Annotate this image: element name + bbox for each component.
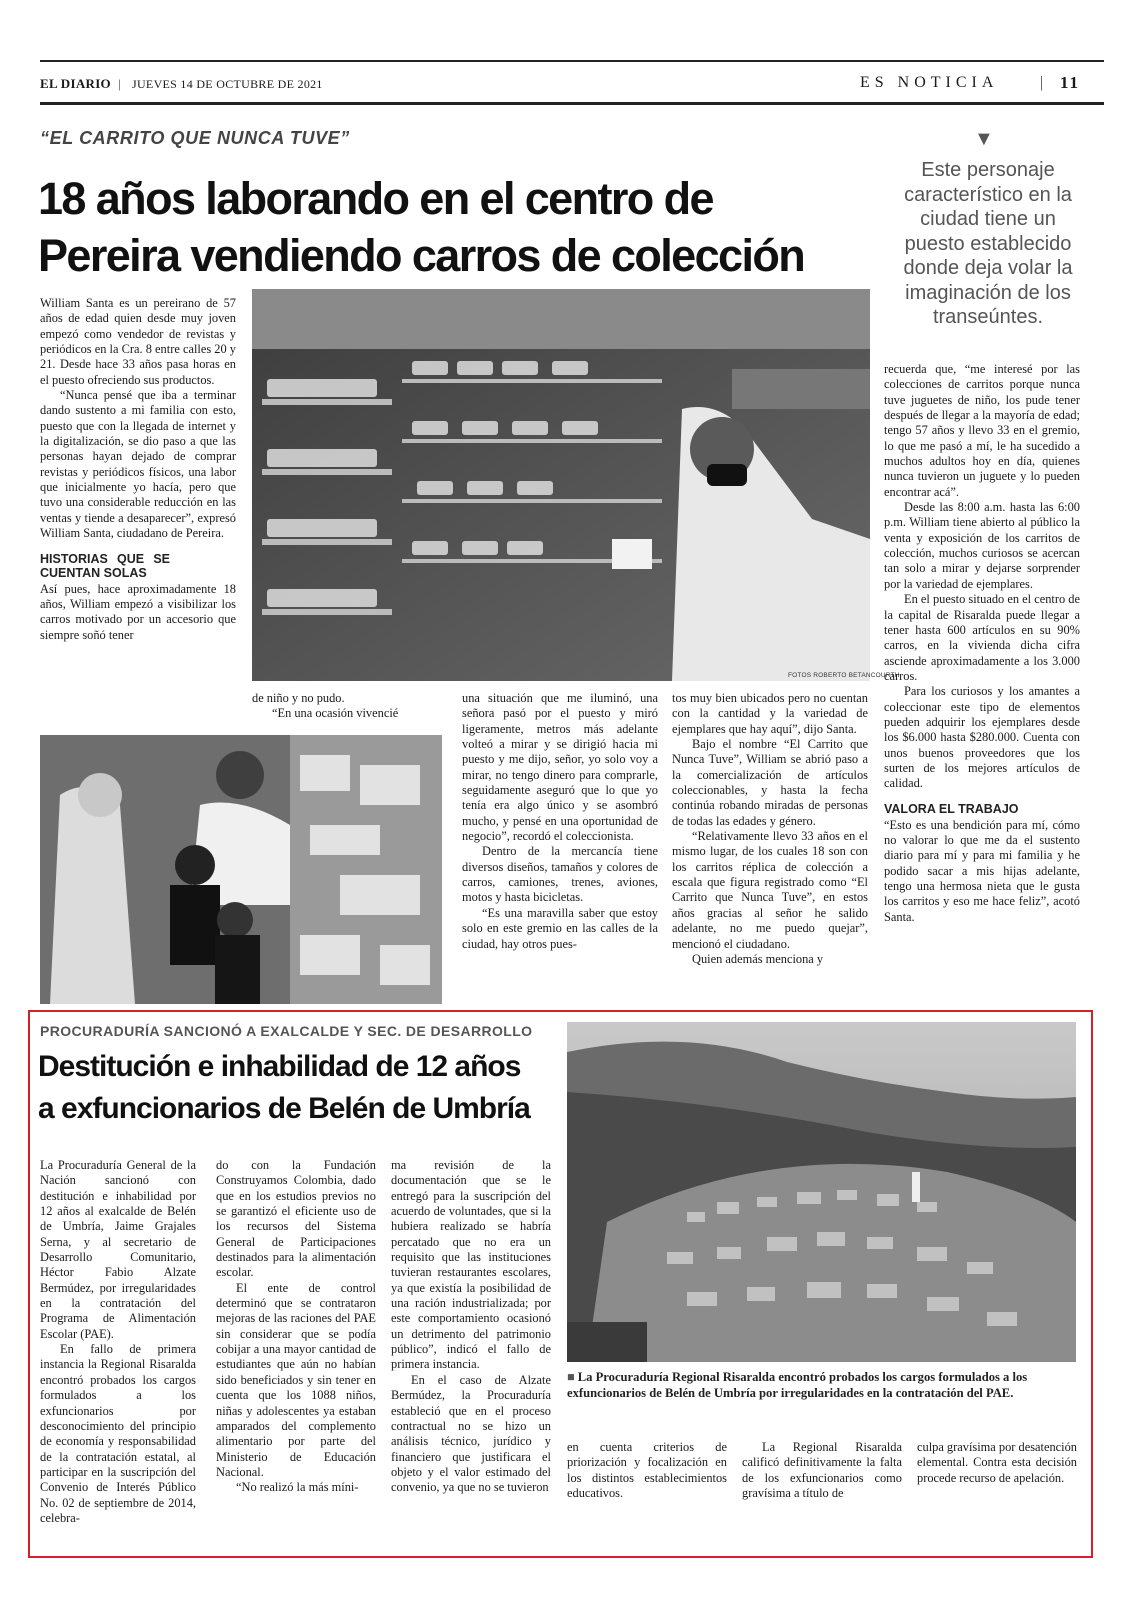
story2-column-2: [216, 1158, 376, 1496]
story2-col4-paragraph: en cuenta criterios de priorización y focalización en los distintos establecimientos educativos.: [567, 1440, 727, 1501]
story2-column-6: [917, 1440, 1077, 1486]
header-date: JUEVES 14 DE OCTUBRE DE 2021: [132, 77, 323, 91]
story2-headline-line1: Destitución e inhabilidad de 12 años: [38, 1050, 521, 1083]
story1-subhead-historias: HISTORIAS QUE SE CUENTAN SOLAS: [40, 551, 170, 580]
aerial-town-photo-image: [567, 1022, 1076, 1362]
story1-kicker: “EL CARRITO QUE NUNCA TUVE”: [40, 128, 350, 148]
story1-col4-paragraph: “Relativamente llevo 33 años en el mismo lugar, de los cuales 18 son con los carritos réplica de colección a escala que figura registrado como “El Carrito que Nunca Tuve”, en estos años gracias al señor he salido adelante, no me puedo quejar”, mencionó el ciudadano.: [672, 829, 868, 951]
story2-column-3: [391, 1158, 551, 1496]
story1-subhead-valora: VALORA EL TRABAJO: [884, 801, 1019, 816]
story1-col5-paragraph: recuerda que, “me interesé por las colecciones de carritos porque nunca tuve juguetes de niño, los pude tener después de llegar a la mayoría de edad; tengo 57 años y llevo 33 en el gremio, lo que me pasó a mí, le ha sucedido a muchos adultos hoy en día, quienes nunca tuvieron un juguete y lo pueden encontrar acá”.: [884, 362, 1080, 499]
story1-col5-paragraph: Para los curiosos y los amantes a coleccionar este tipo de elementos pueden adquirir los ejemplares desde los $6.000 hasta $280.000. Cuenta con unos buenos proveedores que los surten de los mejores artículos de calidad.: [884, 684, 1080, 791]
story2-col1-paragraph: En fallo de primera instancia la Regional Risaralda encontró probados los cargos formulados a los exfuncionarios por desconocimiento del principio de economía y responsabilidad de la contratación estatal, al participar en la suscripción del Convenio de Interés Público No. 02 de septiembre de 2014, celebra-: [40, 1342, 196, 1525]
story2-kicker: PROCURADURÍA SANCIONÓ A EXALCALDE Y SEC. DE DESARROLLO: [40, 1023, 533, 1039]
story1-col3-paragraph: Dentro de la mercancía tiene diversos diseños, tamaños y colores de carros, camiones, trenes, aviones, motos y hasta bicicletas.: [462, 844, 658, 905]
story1-headline-line2: Pereira vendiendo carros de colección: [38, 230, 805, 281]
story1-column-1: [40, 296, 236, 643]
story1-headline-line1: 18 años laborando en el centro de: [38, 173, 713, 224]
story2-col3-paragraph: ma revisión de la documentación que se le entregó para la suscripción del acuerdo de voluntades, que si la hubiera realizado se habría percatado que no era un requisito que las instituciones tuvieran restaurantes escolares, ya que existía la posibilidad de una ración industrializada; por este comportamiento ocasionó un detrimento del patrimonio público”, indicó el fallo de primera instancia.: [391, 1158, 551, 1372]
story2-col6-paragraph: culpa gravísima por desatención elemental. Contra esta decisión procede recurso de apelación.: [917, 1440, 1077, 1485]
header-section: ES NOTICIA: [860, 74, 999, 91]
pull-quote-arrow-icon: ▼: [974, 128, 994, 150]
story1-col5b-paragraph: “Esto es una bendición para mí, cómo no valorar lo que me da el sustento diario para mí y para mi familia y he podido sacar a mis hijas adelante, tengo una hermosa nieta que le gusta los carritos y eso me hace feliz”, acotó Santa.: [884, 817, 1080, 924]
children-at-stand-photo-image: [40, 735, 442, 1004]
caption-square-icon: ■: [567, 1370, 575, 1384]
children-at-stand-photo: [40, 735, 442, 1004]
story2-headline: [38, 1046, 578, 1130]
caption-text: La Procuraduría Regional Risaralda encontró probados los cargos formulados a los exfuncionarios de Belén de Umbría por irregularidades en la contratación del PAE.: [567, 1370, 1028, 1400]
story1-col4-paragraph: tos muy bien ubicados pero no cuentan con la cantidad y la variedad de ejemplares que hay aquí”, dijo Santa.: [672, 691, 868, 736]
story1-col2-paragraph: “En una ocasión vivencié: [272, 706, 399, 721]
story1-headline: [38, 170, 878, 284]
story2-col1-paragraph: La Procuraduría General de la Nación sancionó con destitución e inhabilidad por 12 años al exalcalde de Belén de Umbría, Jaime Grajales Serna, y al secretario de Desarrollo Comunitario, Héctor Fabio Alzate Bermúdez, por irregularidades en la contratación del Programa de Alimentación Escolar (PAE).: [40, 1158, 196, 1341]
photo-credit: FOTOS ROBERTO BETANCOURTH: [788, 672, 900, 679]
story2-column-5: [742, 1440, 902, 1501]
aerial-town-photo: [567, 1022, 1076, 1362]
header-separator-2: |: [1040, 74, 1044, 91]
story1-col3-paragraph: “Es una maravilla saber que estoy solo en este gremio en las calles de la ciudad, hay otros pues-: [462, 905, 658, 951]
story2-col5-paragraph: La Regional Risaralda calificó definitivamente la falta de los exfuncionarios como gravísima a título de: [742, 1440, 902, 1501]
story1-col1-paragraph: “Nunca pensé que iba a terminar dando sustento a mi familia con esto, puesto que con la llegada de internet y la digitalización, se dio paso a que las personas hayan dejado de comprar revistas y periódicos físicos, una labor que inicialmente yo hacía, pero que tuvo una considerable reducción en las ventas y tiende a desaparecer”, expresó William Santa, ciudadano de Pereira.: [40, 388, 236, 541]
story2-col3-paragraph: En el caso de Alzate Bermúdez, la Procuraduría estableció que en el proceso contractual no se hizo un análisis técnico, jurídico y financiero que justificara el objeto y el valor estimado del convenio, ya que no se tuvieron: [391, 1372, 551, 1495]
story1-column-4: [672, 691, 868, 967]
toy-shop-photo: [252, 289, 870, 681]
story1-col4-paragraph: Quien además menciona y: [692, 951, 824, 966]
pull-quote: Este personaje característico en la ciudad tiene un puesto establecido donde deja volar la imaginación de los transeúntes.: [903, 159, 1073, 328]
header-paper-name: EL DIARIO: [40, 76, 111, 91]
story1-col1-paragraph: William Santa es un pereirano de 57 años de edad quien desde muy joven empezó como vendedor de revistas y periódicos en la Cra. 8 entre calles 20 y 21. Desde hace 33 años pasa horas en el puesto ofreciendo sus productos.: [40, 296, 236, 387]
story1-col1b-paragraph: Así pues, hace aproximadamente 18 años, William empezó a visibilizar los carros motivado por un accesorio que siempre soñó tener: [40, 581, 236, 642]
story2-headline-line2: a exfuncionarios de Belén de Umbría: [38, 1092, 530, 1125]
story2-column-4: [567, 1440, 727, 1501]
story1-col2-paragraph: de niño y no pudo.: [252, 691, 345, 705]
story1-col5-paragraph: En el puesto situado en el centro de la capital de Risaralda puede llegar a tener hasta 600 artículos en su 90% carros, en la vivienda dicha cifra asciende aproximadamente a los 3.000 carros.: [884, 592, 1080, 683]
story1-column-3: [462, 691, 658, 952]
aerial-photo-caption: [567, 1370, 1072, 1401]
story1-column-2: [252, 691, 448, 722]
story1-col3-paragraph: una situación que me iluminó, una señora pasó por el puesto y miró ligeramente, metros más adelante volteó a mirar y se dirigió hacia mi puesto y me dijo, señor, yo solo voy a mirar, no tengo dinero para comprarle, seguidamente aseguró que lo que yo tenía era algo único y se asombró mucho, y pensé en una oportunidad de negocio”, recordó el coleccionista.: [462, 691, 658, 844]
story2-col2-paragraph: “No realizó la más míni-: [236, 1480, 359, 1495]
story1-column-5: [884, 362, 1080, 925]
story1-col5-paragraph: Desde las 8:00 a.m. hasta las 6:00 p.m. William tiene abierto al público la venta y exposición de los carritos de colección, muchos curiosos se acercan tan solo a mirar y dejarse sorprender por la variedad de ejemplares.: [884, 500, 1080, 591]
story2-col2-paragraph: El ente de control determinó que se contrataron mejoras de las raciones del PAE sin considerar que se podía cobijar a una mayor cantidad de estudiantes que aún no habían sido beneficiados y sin tener en cuenta que los 1088 niños, niñas y adolescentes ya estaban amparados del complemento alimentario por parte del Ministerio de Educación Nacional.: [216, 1280, 376, 1479]
header-bottom-rule: [40, 102, 1104, 105]
page-number: 11: [1060, 73, 1081, 92]
story1-col4-paragraph: Bajo el nombre “El Carrito que Nunca Tuve”, William se abrió paso a la comercialización de artículos coleccionables, y hasta la fecha continúa robando miradas de personas de todas las edades y género.: [672, 737, 868, 828]
header-top-rule: [40, 60, 1104, 62]
toy-shop-photo-image: [252, 289, 870, 681]
header-separator: |: [118, 76, 121, 91]
story2-col2-paragraph: do con la Fundación Construyamos Colombia, dado que en los estudios previos no se garantizó el eficiente uso de los recursos del Sistema General de Participaciones destinados para la alimentación escolar.: [216, 1158, 376, 1280]
story2-column-1: [40, 1158, 196, 1526]
